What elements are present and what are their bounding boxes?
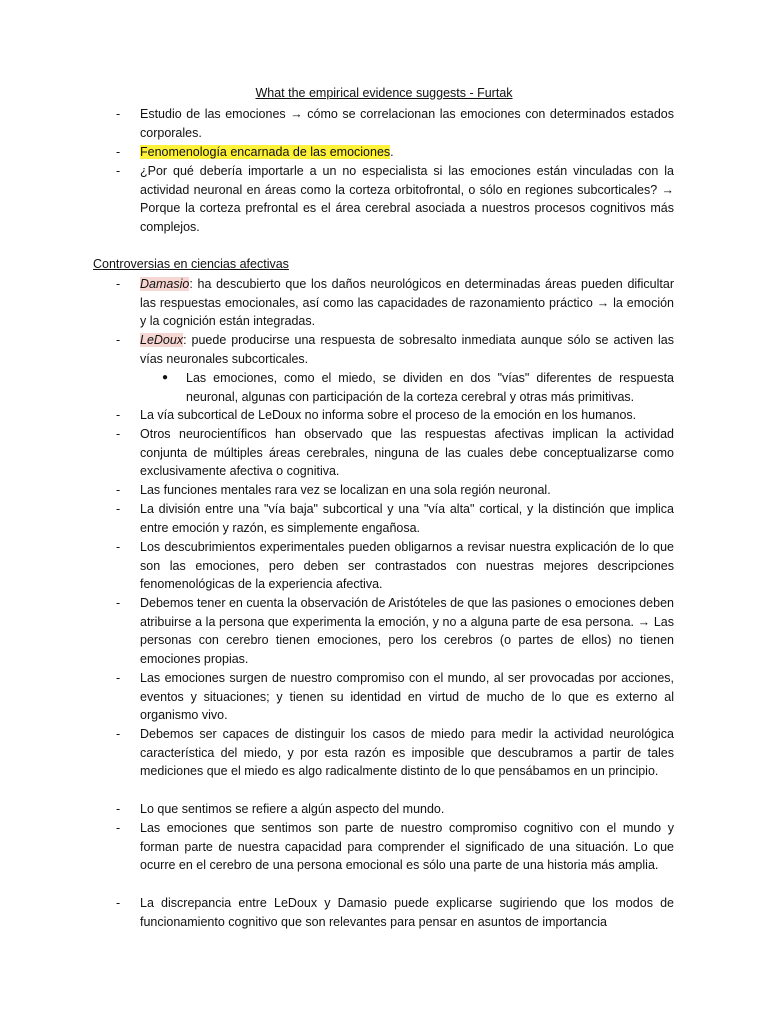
- period: .: [390, 145, 394, 159]
- bullet-dash: -: [116, 727, 121, 741]
- list-item-text: Estudio de las emociones → cómo se correlacionan las emociones con determinados estados corporales.: [140, 107, 674, 140]
- list-item: [116, 894, 674, 931]
- list-item-text: Debemos tener en cuenta la observación de Aristóteles de que las pasiones o emociones deben atribuirse a la persona que experimenta la emoción, y no a alguna parte de esa persona. → Las personas con cerebro tienen emociones, pero los cerebros (o partes de ellos) no tienen emociones propias.: [140, 596, 674, 667]
- list-item-text: Los descubrimientos experimentales pueden obligarnos a revisar nuestra explicación de lo que son las emociones, pero deben ser contrastados con nuestras mejores descripciones fenomenológicas de la experiencia afectiva.: [140, 540, 674, 592]
- bullet-dash: -: [116, 483, 121, 497]
- list-item-emotions-study: [116, 105, 674, 142]
- list-item: [116, 819, 674, 875]
- author-name-ledoux: LeDoux: [140, 333, 184, 347]
- bullet-dash: -: [116, 408, 121, 422]
- list-item: [116, 725, 674, 781]
- author-name-damasio: Damasio: [140, 277, 190, 291]
- bullet-dash: -: [116, 502, 121, 516]
- list-item: [116, 425, 674, 481]
- section-heading: Controversias en ciencias afectivas: [93, 257, 289, 271]
- list-item-text: La vía subcortical de LeDoux no informa sobre el proceso de la emoción en los humanos.: [140, 408, 637, 422]
- list-item-text: Las funciones mentales rara vez se localizan en una sola región neuronal.: [140, 483, 551, 497]
- list-item-phenomenology: [116, 143, 674, 162]
- bullet-dash: -: [116, 107, 121, 121]
- bullet-dash: -: [116, 596, 121, 610]
- list-item-text: : ha descubierto que los daños neurológicos en determinadas áreas pueden dificultar las respuestas emocionales, así como las capacidades de razonamiento práctico → la emoción y la cognición están integradas.: [140, 277, 674, 329]
- list-item: [116, 538, 674, 594]
- list-item: [116, 800, 674, 819]
- list-item: [116, 500, 674, 537]
- bullet-dash: -: [116, 277, 121, 291]
- document-title: What the empirical evidence suggests - Furtak: [255, 86, 513, 100]
- list-item-damasio: [116, 275, 674, 331]
- list-item-text: Las emociones que sentimos son parte de nuestro compromiso cognitivo con el mundo y forman parte de nuestra capacidad para comprender el significado de una situación. Lo que ocurre en el cerebro de una persona emocional es sólo una parte de una historia más amplia.: [140, 821, 674, 873]
- bullet-dash: -: [116, 671, 121, 685]
- list-item-ledoux: [116, 331, 674, 368]
- list-item: [116, 669, 674, 725]
- sub-list-item-text: Las emociones, como el miedo, se dividen en dos "vías" diferentes de respuesta neuronal, algunas con participación de la corteza cerebral y otras más primitivas.: [186, 371, 674, 404]
- bullet-dash: -: [116, 145, 121, 159]
- bullet-dash: -: [116, 427, 121, 441]
- bullet-dash: -: [116, 821, 121, 835]
- list-item-text: Lo que sentimos se refiere a algún aspecto del mundo.: [140, 802, 445, 816]
- highlighted-phrase: Fenomenología encarnada de las emociones: [140, 145, 391, 159]
- list-item-text: La discrepancia entre LeDoux y Damasio puede explicarse sugiriendo que los modos de funcionamiento cognitivo que son relevantes para pensar en asuntos de importancia: [140, 896, 674, 929]
- bullet-dash: -: [116, 164, 121, 178]
- bullet-dash: -: [116, 802, 121, 816]
- list-item: [116, 406, 674, 425]
- list-item-text: Debemos ser capaces de distinguir los casos de miedo para medir la actividad neurológica característica del miedo, y por esta razón es imposible que descubramos a partir de tales mediciones que el miedo es algo radicalmente distinto de lo que pensábamos en un principio.: [140, 727, 674, 779]
- list-item: [116, 481, 674, 500]
- list-item-why-care: [116, 162, 674, 237]
- list-item-text: La división entre una "vía baja" subcortical y una "vía alta" cortical, y la distinción que implica entre emoción y razón, es simplemente engañosa.: [140, 502, 674, 535]
- list-item-text: : puede producirse una respuesta de sobresalto inmediata aunque sólo se activen las vías neuronales subcorticales.: [140, 333, 674, 366]
- bullet-dash: -: [116, 896, 121, 910]
- sub-list-item: [162, 369, 674, 406]
- bullet-dot: ●: [162, 372, 169, 383]
- list-item-text: Otros neurocientíficos han observado que las respuestas afectivas implican la actividad conjunta de múltiples áreas cerebrales, ninguna de las cuales debe conceptualizarse como exclusivamente afectiva o cognitiva.: [140, 427, 674, 479]
- list-item-text: Las emociones surgen de nuestro compromiso con el mundo, al ser provocadas por acciones, eventos y situaciones; y tienen su identidad en virtud de mucho de lo que es externo al organismo vivo.: [140, 671, 674, 723]
- bullet-dash: -: [116, 540, 121, 554]
- bullet-dash: -: [116, 333, 121, 347]
- list-item-text: ¿Por qué debería importarle a un no especialista si las emociones están vinculadas con la actividad neuronal en áreas como la corteza orbitofrontal, o sólo en regiones subcorticales? → Porque la corteza prefrontal es el área cerebral asociada a nuestros procesos cognitivos más complejos.: [140, 164, 674, 235]
- list-item: [116, 594, 674, 669]
